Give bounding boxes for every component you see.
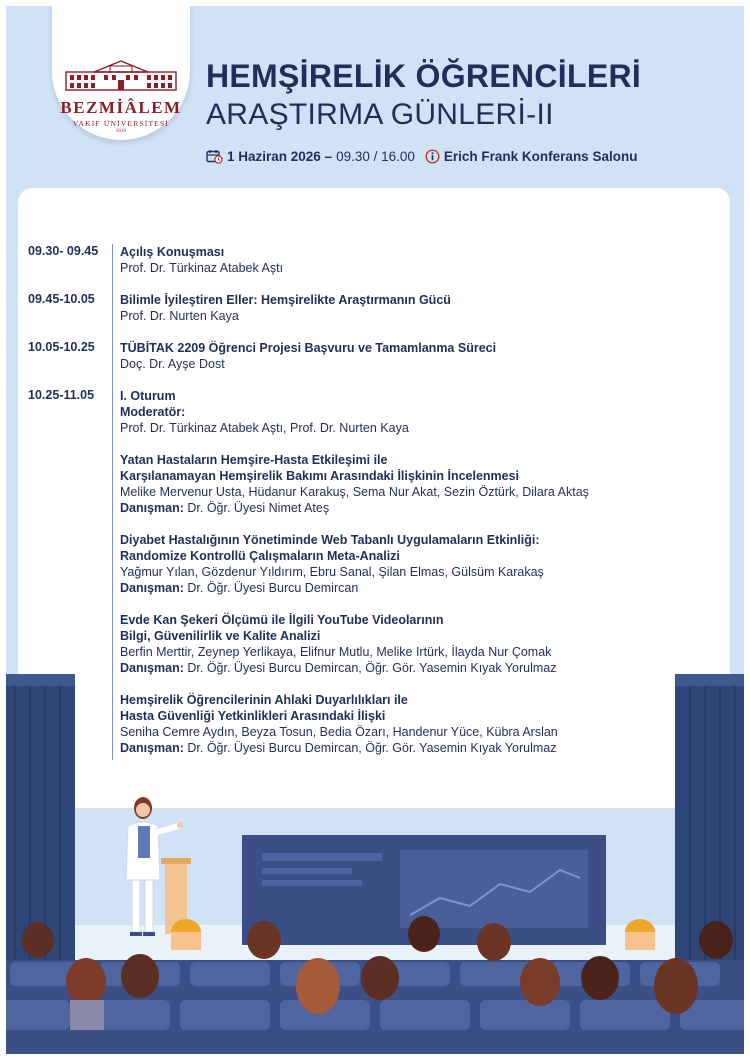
moderator-label: Moderatör: [120, 405, 186, 419]
presentation-item [120, 692, 720, 756]
presentation-title-line2: Randomize Kontrollü Çalışmaların Meta-Analizi [120, 549, 400, 563]
presentation-title-line2: Hasta Güvenliği Yetkinlikleri Arasındaki İlişki [120, 709, 386, 723]
logo-subtitle: VAKIF ÜNİVERSİTESİ [72, 119, 170, 128]
presentation-title-line2: Karşılanamayan Hemşirelik Bakımı Arasındaki İlişkinin İncelenmesi [120, 469, 520, 483]
advisor-name: Dr. Öğr. Üyesi Burcu Demircan, Öğr. Gör. Yasemin Kıyak Yorulmaz [187, 741, 557, 755]
moderator-names: Prof. Dr. Türkinaz Atabek Aştı, Prof. Dr. Nurten Kaya [120, 421, 409, 435]
slot-time: 10.05-10.25 [28, 340, 95, 354]
presentation-item [120, 532, 720, 596]
advisor-label: Danışman: [120, 581, 184, 595]
university-building-logo-icon [64, 58, 178, 92]
slot-time: 10.25-11.05 [28, 388, 95, 402]
presentation-authors: Seniha Cemre Aydın, Beyza Tosun, Bedia Özarı, Handenur Yüce, Kübra Arslan [120, 725, 558, 739]
event-info [206, 149, 637, 164]
event-location: Erich Frank Konferans Salonu [443, 149, 638, 164]
advisor-label: Danışman: [120, 741, 184, 755]
presentation-title-line1: Yatan Hastaların Hemşire-Hasta Etkileşimi ile [120, 453, 388, 467]
slot-title: Bilimle İyileştiren Eller: Hemşirelikte Araştırmanın Gücü [120, 293, 451, 307]
presentation-title-line1: Hemşirelik Öğrencilerinin Ahlaki Duyarlılıkları ile [120, 693, 408, 707]
logo-year: 2010 [116, 129, 126, 134]
advisor-name: Dr. Öğr. Üyesi Burcu Demircan, Öğr. Gör. Yasemin Kıyak Yorulmaz [187, 661, 557, 675]
poster-title-line1: HEMŞİRELİK ÖĞRENCİLERİ [206, 58, 642, 94]
university-logo-badge [52, 0, 190, 140]
slot-time: 09.30- 09.45 [28, 244, 99, 258]
slot-title: Açılış Konuşması [120, 245, 225, 259]
schedule-divider-line [112, 244, 113, 760]
poster-title-line2: ARAŞTIRMA GÜNLERİ-II [206, 98, 554, 131]
advisor-label: Danışman: [120, 661, 184, 675]
slot-speaker: Prof. Dr. Türkinaz Atabek Aştı [120, 261, 284, 275]
calendar-clock-icon [206, 149, 223, 164]
logo-name: BEZMİÂLEM [60, 98, 182, 117]
presentation-title-line1: Diyabet Hastalığının Yönetiminde Web Tabanlı Uygulamaların Etkinliği: [120, 533, 540, 547]
presentation-authors: Melike Mervenur Usta, Hüdanur Karakuş, Sema Nur Akat, Sezin Öztürk, Dilara Aktaş [120, 485, 589, 499]
presentation-authors: Yağmur Yılan, Gözdenur Yıldırım, Ebru Sanal, Şilan Elmas, Gülsüm Karakaş [120, 565, 544, 579]
event-time: 09.30 / 16.00 [336, 149, 415, 164]
info-pin-icon [425, 149, 440, 164]
advisor-name: Dr. Öğr. Üyesi Nimet Ateş [187, 501, 330, 515]
slot-title: TÜBİTAK 2209 Öğrenci Projesi Başvuru ve Tamamlanma Süreci [120, 341, 497, 355]
session-title: I. Oturum [120, 389, 176, 403]
presentation-title-line2: Bilgi, Güvenilirlik ve Kalite Analizi [120, 629, 321, 643]
event-date: 1 Haziran 2026 – [227, 149, 333, 164]
advisor-name: Dr. Öğr. Üyesi Burcu Demircan [187, 581, 359, 595]
presentation-item [120, 612, 720, 676]
slot-time: 09.45-10.05 [28, 292, 95, 306]
presentation-authors: Berfin Merttir, Zeynep Yerlikaya, Elifnur Mutlu, Melike Irtürk, İlayda Nur Çomak [120, 645, 552, 659]
presentation-item [120, 452, 720, 516]
slot-speaker: Prof. Dr. Nurten Kaya [120, 309, 239, 323]
advisor-label: Danışman: [120, 501, 184, 515]
presentation-title-line1: Evde Kan Şekeri Ölçümü ile İlgili YouTube Videolarının [120, 613, 444, 627]
slot-speaker: Doç. Dr. Ayşe Dost [120, 357, 225, 371]
